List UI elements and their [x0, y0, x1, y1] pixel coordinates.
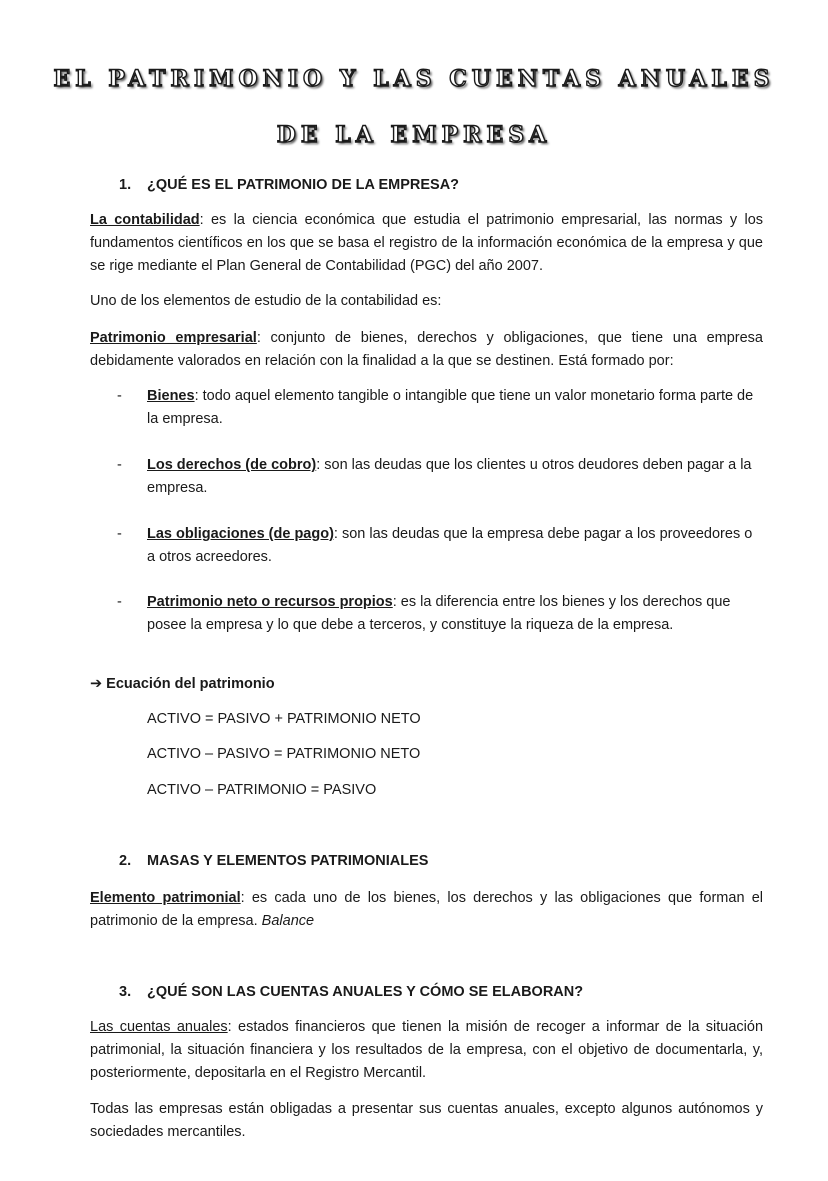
- equation-heading: ➔ Ecuación del patrimonio: [90, 676, 275, 692]
- bullet-dash: -: [117, 526, 122, 542]
- section-1-heading: [119, 177, 459, 193]
- document-title-line-2: DE LA EMPRESA: [276, 122, 552, 148]
- equation-3: ACTIVO – PATRIMONIO = PASIVO: [147, 782, 377, 798]
- contabilidad-definition: [90, 209, 763, 278]
- bullet-text: : es la diferencia entre los bienes y los derechos que posee la empresa y lo que debe a terceros, y constituye la riqueza de la empresa.: [147, 594, 731, 633]
- bullet-dash: -: [117, 457, 122, 473]
- patrimonio-text: : conjunto de bienes, derechos y obligaciones, que tiene una empresa debidamente valorados en relación con la finalidad a la que se destinen. Está formado por:: [90, 330, 763, 369]
- equation-1: ACTIVO = PASIVO + PATRIMONIO NETO: [147, 711, 421, 727]
- cuentas-anuales-definition: [90, 1016, 763, 1085]
- section-1-title: ¿QUÉ ES EL PATRIMONIO DE LA EMPRESA?: [147, 177, 460, 193]
- bullet-obligaciones: [117, 523, 763, 569]
- bullet-term: Patrimonio neto o recursos propios: [147, 594, 393, 610]
- bullet-text: : todo aquel elemento tangible o intangible que tiene un valor monetario forma parte de la empresa.: [147, 388, 754, 427]
- balance-italic: Balance: [261, 913, 315, 929]
- equation-2: ACTIVO – PASIVO = PATRIMONIO NETO: [147, 746, 421, 762]
- section-3-title: ¿QUÉ SON LAS CUENTAS ANUALES Y CÓMO SE ELABORAN?: [147, 984, 584, 1000]
- elemento-patrimonial-text: : es cada uno de los bienes, los derechos y las obligaciones que forman el patrimonio de la empresa.: [90, 890, 763, 929]
- bullet-term: Los derechos (de cobro): [147, 457, 317, 473]
- section-3-heading: [119, 984, 583, 1000]
- bullet-bienes: [117, 385, 763, 431]
- contabilidad-term: La contabilidad: [90, 212, 200, 228]
- bullet-text: : son las deudas que los clientes u otros deudores deben pagar a la empresa.: [147, 457, 752, 496]
- bullet-text: : son las deudas que la empresa debe pagar a los proveedores o a otros acreedores.: [147, 526, 753, 565]
- contabilidad-text: : es la ciencia económica que estudia el patrimonio empresarial, las normas y los fundamentos científicos en los que se basa el registro de la información económica de la empresa y que se rige mediante el Plan General de Contabilidad (PGC) del año 2007.: [90, 212, 764, 274]
- bullet-term: Las obligaciones (de pago): [147, 526, 334, 542]
- section-2-heading: [119, 853, 428, 869]
- bullet-dash: -: [117, 594, 122, 610]
- elemento-patrimonial-term: Elemento patrimonial: [90, 890, 241, 906]
- patrimonio-term: Patrimonio empresarial: [90, 330, 257, 346]
- bullet-dash: -: [117, 388, 122, 404]
- document-title-line-1: EL PATRIMONIO Y LAS CUENTAS ANUALES: [53, 66, 775, 92]
- intro-paragraph: Uno de los elementos de estudio de la contabilidad es:: [90, 293, 442, 309]
- cuentas-anuales-term: Las cuentas anuales: [90, 1019, 228, 1035]
- cuentas-anuales-text: : estados financieros que tienen la misión de recoger a informar de la situación patrimonial, la situación financiera y los resultados de la empresa, con el objetivo de documentarla, y, posteriormente, depositarla en el Registro Mercantil.: [90, 1019, 764, 1081]
- section-2-number: 2.: [119, 853, 132, 869]
- elemento-patrimonial-definition: [90, 887, 763, 933]
- bullet-patrimonio-neto: [117, 591, 763, 637]
- section-1-number: 1.: [119, 177, 132, 193]
- section-3-number: 3.: [119, 984, 132, 1000]
- patrimonio-definition: [90, 327, 763, 373]
- bullet-term: Bienes: [147, 388, 195, 404]
- bullet-derechos: [117, 454, 763, 500]
- section-2-title: MASAS Y ELEMENTOS PATRIMONIALES: [147, 853, 429, 869]
- closing-paragraph: Todas las empresas están obligadas a presentar sus cuentas anuales, excepto algunos autónomos y sociedades mercantiles.: [90, 1101, 763, 1140]
